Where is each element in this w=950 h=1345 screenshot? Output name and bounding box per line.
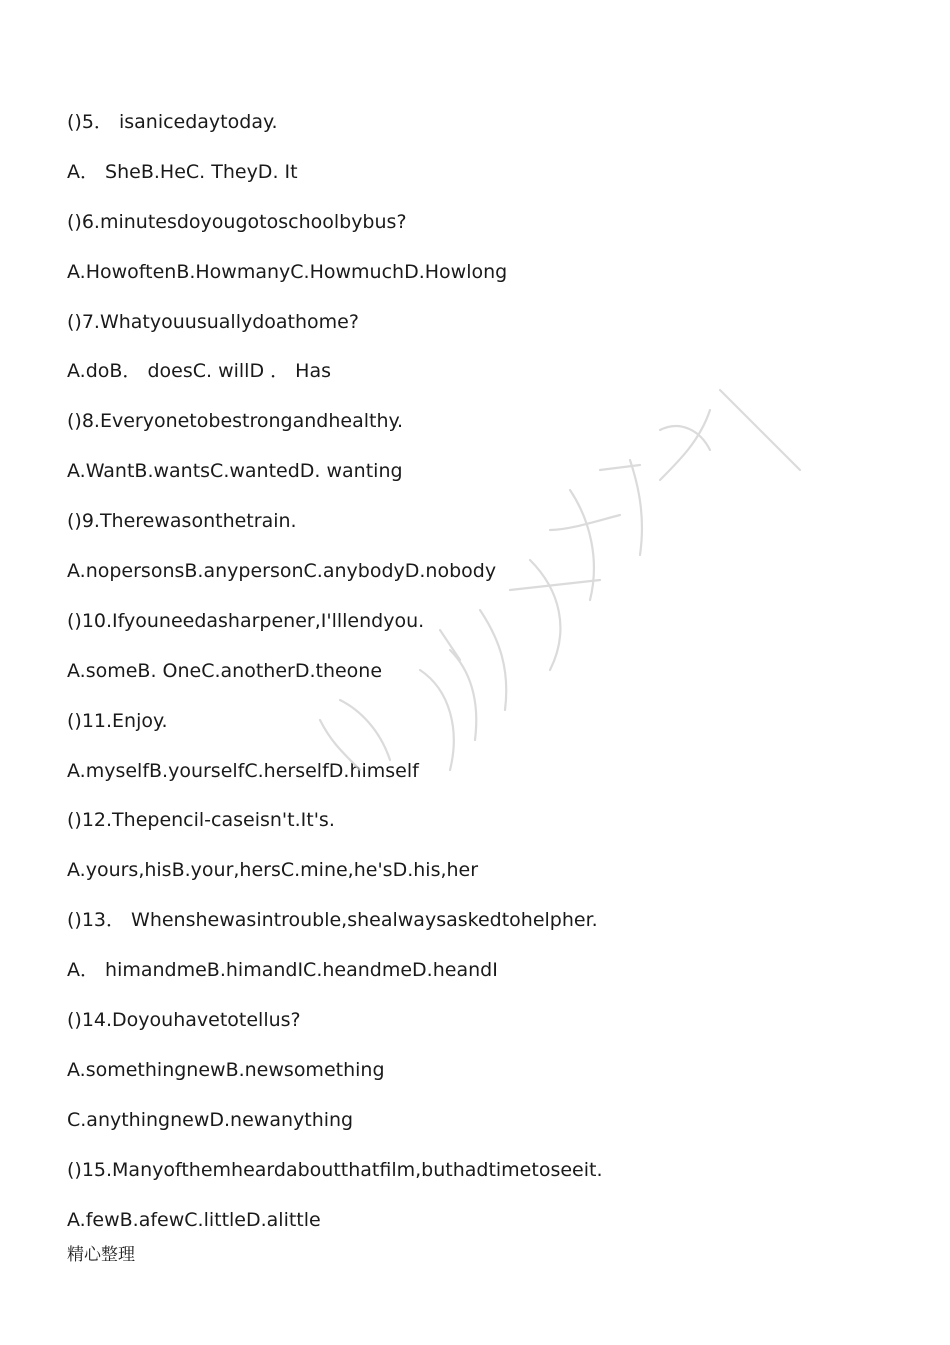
question-line: ()12.Thepencil-caseisn't.It's. — [67, 809, 335, 832]
options-line: A． himandmeB.himandIC.heandmeD.heandI — [67, 959, 498, 982]
options-line: A.WantB.wantsC.wantedD. wanting — [67, 460, 403, 483]
question-line: ()14.Doyouhavetotellus? — [67, 1009, 301, 1032]
question-line: ()10.Ifyouneedasharpener,I'lllendyou. — [67, 609, 425, 632]
question-line: ()7.Whatyouusuallydoathome? — [67, 310, 359, 333]
question-line: ()9.Therewasonthetrain. — [67, 510, 297, 533]
options-line: A.fewB.afewC.littleD.alittle — [67, 1208, 321, 1231]
options-line: C.anythingnewD.newanything — [67, 1108, 354, 1131]
question-line: ()15.Manyofthemheardaboutthatfilm,buthadtimetoseeit. — [67, 1158, 603, 1181]
page-footer: 精心整理 — [67, 1245, 135, 1265]
options-line: A.nopersonsB.anypersonC.anybodyD.nobody — [67, 560, 497, 583]
question-line: ()11.Enjoy. — [67, 709, 168, 732]
options-line: A． SheB.HeC. TheyD. It — [67, 160, 298, 183]
question-line: ()5． isanicedaytoday. — [67, 111, 278, 133]
options-line: A.myselfB.yourselfC.herselfD.himself — [67, 759, 419, 782]
question-line: ()13． Whenshewasintrouble,shealwaysaskedtohelpher. — [67, 909, 598, 932]
options-line: A.yours,hisB.your,hersC.mine,he'sD.his,her — [67, 859, 479, 882]
options-line: A.somethingnewB.newsomething — [67, 1058, 385, 1081]
question-line: ()8.Everyonetobestrongandhealthy. — [67, 410, 404, 433]
question-line: ()6.minutesdoyougotoschoolbybus? — [67, 210, 407, 233]
options-line: A.HowoftenB.HowmanyC.HowmuchD.Howlong — [67, 260, 508, 283]
options-line: A.someB. OneC.anotherD.theone — [67, 659, 383, 682]
options-line: A.doB． doesC. willD ． Has — [67, 360, 331, 383]
question-list — [67, 108, 887, 1255]
